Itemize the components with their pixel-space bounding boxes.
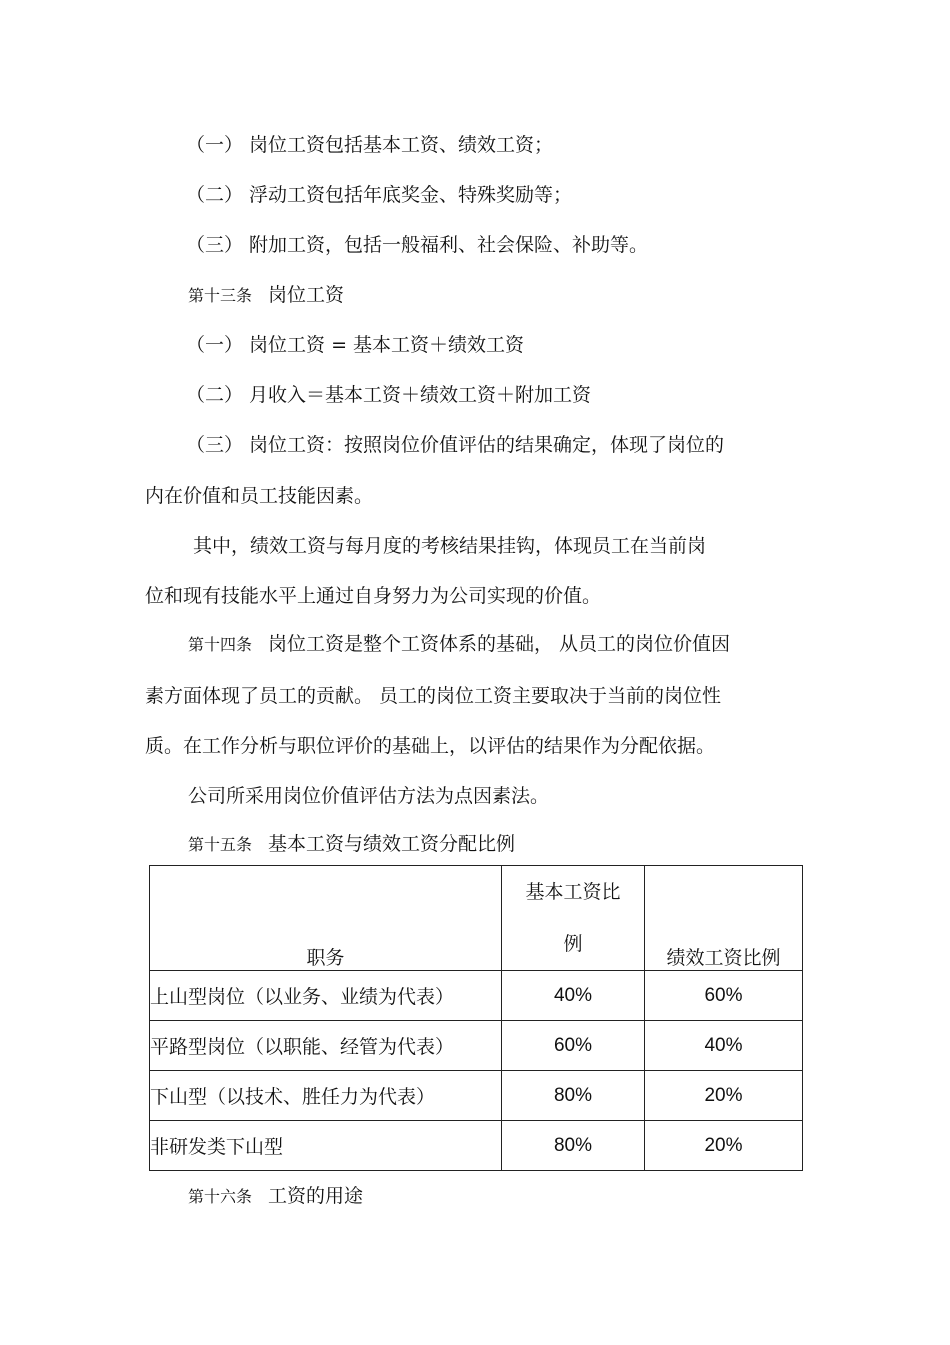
paragraph-post-wage-line2: 内在价值和员工技能因素。 [145,485,374,507]
article-15-heading [188,832,515,857]
paragraph-item-1: （一） 岗位工资包括基本工资、绩效工资； [186,134,554,156]
column-header-position: 职务 [150,866,502,971]
cell-base-ratio: 80% [502,1121,645,1171]
article-14-number: 第十四条 [188,635,253,654]
article-15-title: 基本工资与绩效工资分配比例 [268,833,516,855]
article-13-number: 第十三条 [188,286,253,305]
paragraph-post-wage-line1: （三） 岗位工资：按照岗位价值评估的结果确定，体现了岗位的 [186,434,725,456]
cell-position: 非研发类下山型 [150,1121,502,1171]
wage-ratio-table [149,865,803,1171]
cell-performance-ratio: 40% [645,1021,803,1071]
base-ratio-header-line2: 例 [563,933,583,955]
article-14-line2: 素方面体现了员工的贡献。 员工的岗位工资主要取决于当前的岗位性 [145,685,722,707]
cell-base-ratio: 40% [502,971,645,1021]
base-ratio-header-line1: 基本工资比 [525,881,621,903]
cell-base-ratio: 80% [502,1071,645,1121]
article-16-number: 第十六条 [188,1187,253,1206]
cell-base-ratio: 60% [502,1021,645,1071]
cell-position: 下山型（以技术、胜任力为代表） [150,1071,502,1121]
table-row [150,1121,803,1171]
article-13-heading [188,283,344,308]
cell-position: 平路型岗位（以职能、经管为代表） [150,1021,502,1071]
column-header-performance-ratio: 绩效工资比例 [645,866,803,971]
article-14-line3: 质。在工作分析与职位评价的基础上，以评估的结果作为分配依据。 [145,735,716,757]
article-15-number: 第十五条 [188,835,253,854]
cell-performance-ratio: 20% [645,1121,803,1171]
article-16-title: 工资的用途 [268,1185,364,1207]
formula-post-wage: （一） 岗位工资 = 基本工资＋绩效工资 [186,334,525,356]
paragraph-item-2: （二） 浮动工资包括年底奖金、特殊奖励等； [186,184,573,206]
article-16-heading [188,1184,363,1209]
column-header-base-ratio [502,866,645,971]
table-header-row [150,866,803,971]
paragraph-performance-line1: 其中，绩效工资与每月度的考核结果挂钩，体现员工在当前岗 [193,535,707,557]
table-row [150,1071,803,1121]
paragraph-performance-line2: 位和现有技能水平上通过自身努力为公司实现的价值。 [145,585,602,607]
table-row [150,971,803,1021]
article-14-text: 岗位工资是整个工资体系的基础， 从员工的岗位价值因 [268,633,731,655]
formula-monthly-income: （二） 月收入＝基本工资＋绩效工资＋附加工资 [186,384,592,406]
article-14-line1 [188,632,730,657]
cell-position: 上山型岗位（以业务、业绩为代表） [150,971,502,1021]
cell-performance-ratio: 20% [645,1071,803,1121]
article-13-title: 岗位工资 [268,284,345,306]
table-row [150,1021,803,1071]
paragraph-item-3: （三） 附加工资，包括一般福利、社会保险、补助等。 [186,234,649,256]
paragraph-evaluation-method: 公司所采用岗位价值评估方法为点因素法。 [188,785,550,807]
cell-performance-ratio: 60% [645,971,803,1021]
